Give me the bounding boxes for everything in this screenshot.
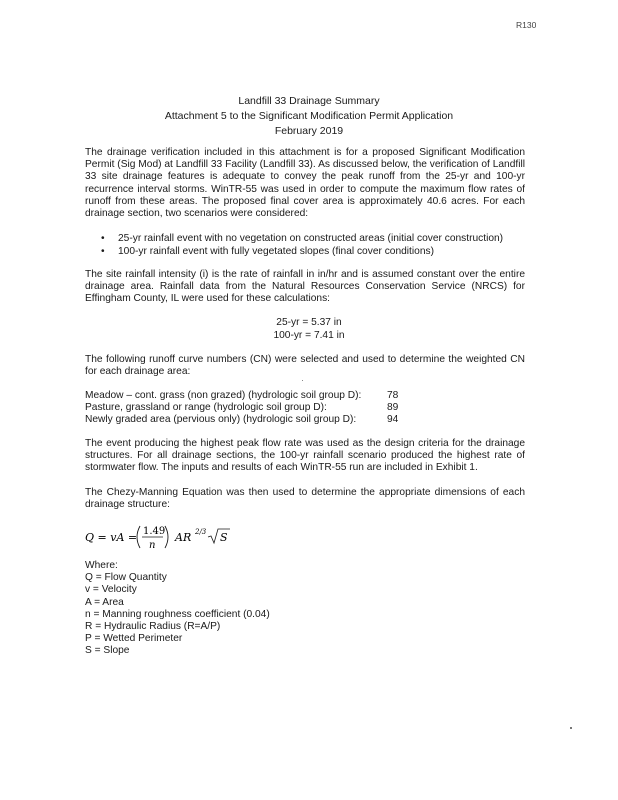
curve-number-table xyxy=(85,390,417,427)
page-number: R130 xyxy=(516,20,537,30)
definitions-list xyxy=(85,560,270,658)
intensity-paragraph: The site rainfall intensity (i) is the rate of rainfall in in/hr and is assumed constant over the entire drainage area. Rainfall data from the Natural Resources Conservation Service (NRCS) for Effingham County, IL were used for these calculations: xyxy=(85,269,525,305)
event-paragraph: The event producing the highest peak flow rate was used as the design criteria for the drainage structures. For all drainage sections, the 100-yr rainfall scenario produced the highest rate of stormwater flow. The inputs and results of each WinTR-55 run are included in Exhibit 1. xyxy=(85,438,525,474)
manning-intro-paragraph: The Chezy-Manning Equation was then used to determine the appropriate dimensions of each drainage structure: xyxy=(85,487,525,511)
table-row: Pasture, grassland or range (hydrologic soil group D): 89 xyxy=(85,402,399,414)
list-item: A = Area xyxy=(85,596,124,608)
bullet-icon: • xyxy=(101,245,105,257)
manning-equation xyxy=(85,522,245,552)
title-block xyxy=(0,94,618,139)
rainfall-100yr: 100-yr = 7.41 in xyxy=(273,329,345,341)
equation-exponent: 2/3 xyxy=(195,528,207,536)
list-item: v = Velocity xyxy=(85,584,137,596)
rainfall-values xyxy=(0,317,618,342)
document-title: Landfill 33 Drainage Summary xyxy=(238,95,380,107)
list-item: n = Manning roughness coefficient (0.04) xyxy=(85,608,270,620)
equation-numerator: 1.49 xyxy=(143,526,166,537)
equation-area-radius: AR xyxy=(175,531,192,544)
where-label: Where: xyxy=(85,560,118,571)
scan-speck xyxy=(302,380,303,381)
list-item: P = Wetted Perimeter xyxy=(85,633,183,645)
right-paren xyxy=(165,526,168,548)
rainfall-25yr: 25-yr = 5.37 in xyxy=(276,317,342,328)
list-item: Q = Flow Quantity xyxy=(85,572,167,584)
equation-lhs: Q = vA = xyxy=(85,531,138,544)
table-row: Meadow – cont. grass (non grazed) (hydrologic soil group D): 78 xyxy=(85,390,399,401)
left-paren xyxy=(137,526,140,548)
table-row: Newly graded area (pervious only) (hydrologic soil group D): 94 xyxy=(85,414,399,426)
equation-graphic xyxy=(85,522,245,552)
equation-denominator: n xyxy=(149,540,156,551)
list-item: • 100-yr rainfall event with fully vegetated slopes (final cover conditions) xyxy=(101,245,434,257)
cn-intro-paragraph: The following runoff curve numbers (CN) were selected and used to determine the weighted CN for each drainage area: xyxy=(85,354,525,378)
list-item: R = Hydraulic Radius (R=A/P) xyxy=(85,621,221,633)
scenario-list xyxy=(100,233,530,258)
bullet-icon: • xyxy=(101,233,105,244)
document-subtitle: Attachment 5 to the Significant Modification Permit Application xyxy=(164,110,454,122)
intro-paragraph: The drainage verification included in this attachment is for a proposed Significant Modification Permit (Sig Mod) at Landfill 33 Facility (Landfill 33). As discussed below, the verification of Landfill 33 site drainage features is adequate to convey the peak runoff from the 25-yr and 100-yr recurrence interval storms. WinTR-55 was used in order to compute the maximum flow rates of runoff from these areas. The proposed final cover area is approximately 40.6 acres. For each drainage section, two scenarios were considered: xyxy=(85,147,525,220)
list-item: • 25-yr rainfall event with no vegetation on constructed areas (initial cover construction) xyxy=(101,233,504,244)
document-date: February 2019 xyxy=(274,125,344,137)
equation-slope: S xyxy=(220,531,228,544)
list-item: S = Slope xyxy=(85,645,130,657)
scan-mark xyxy=(570,727,572,729)
